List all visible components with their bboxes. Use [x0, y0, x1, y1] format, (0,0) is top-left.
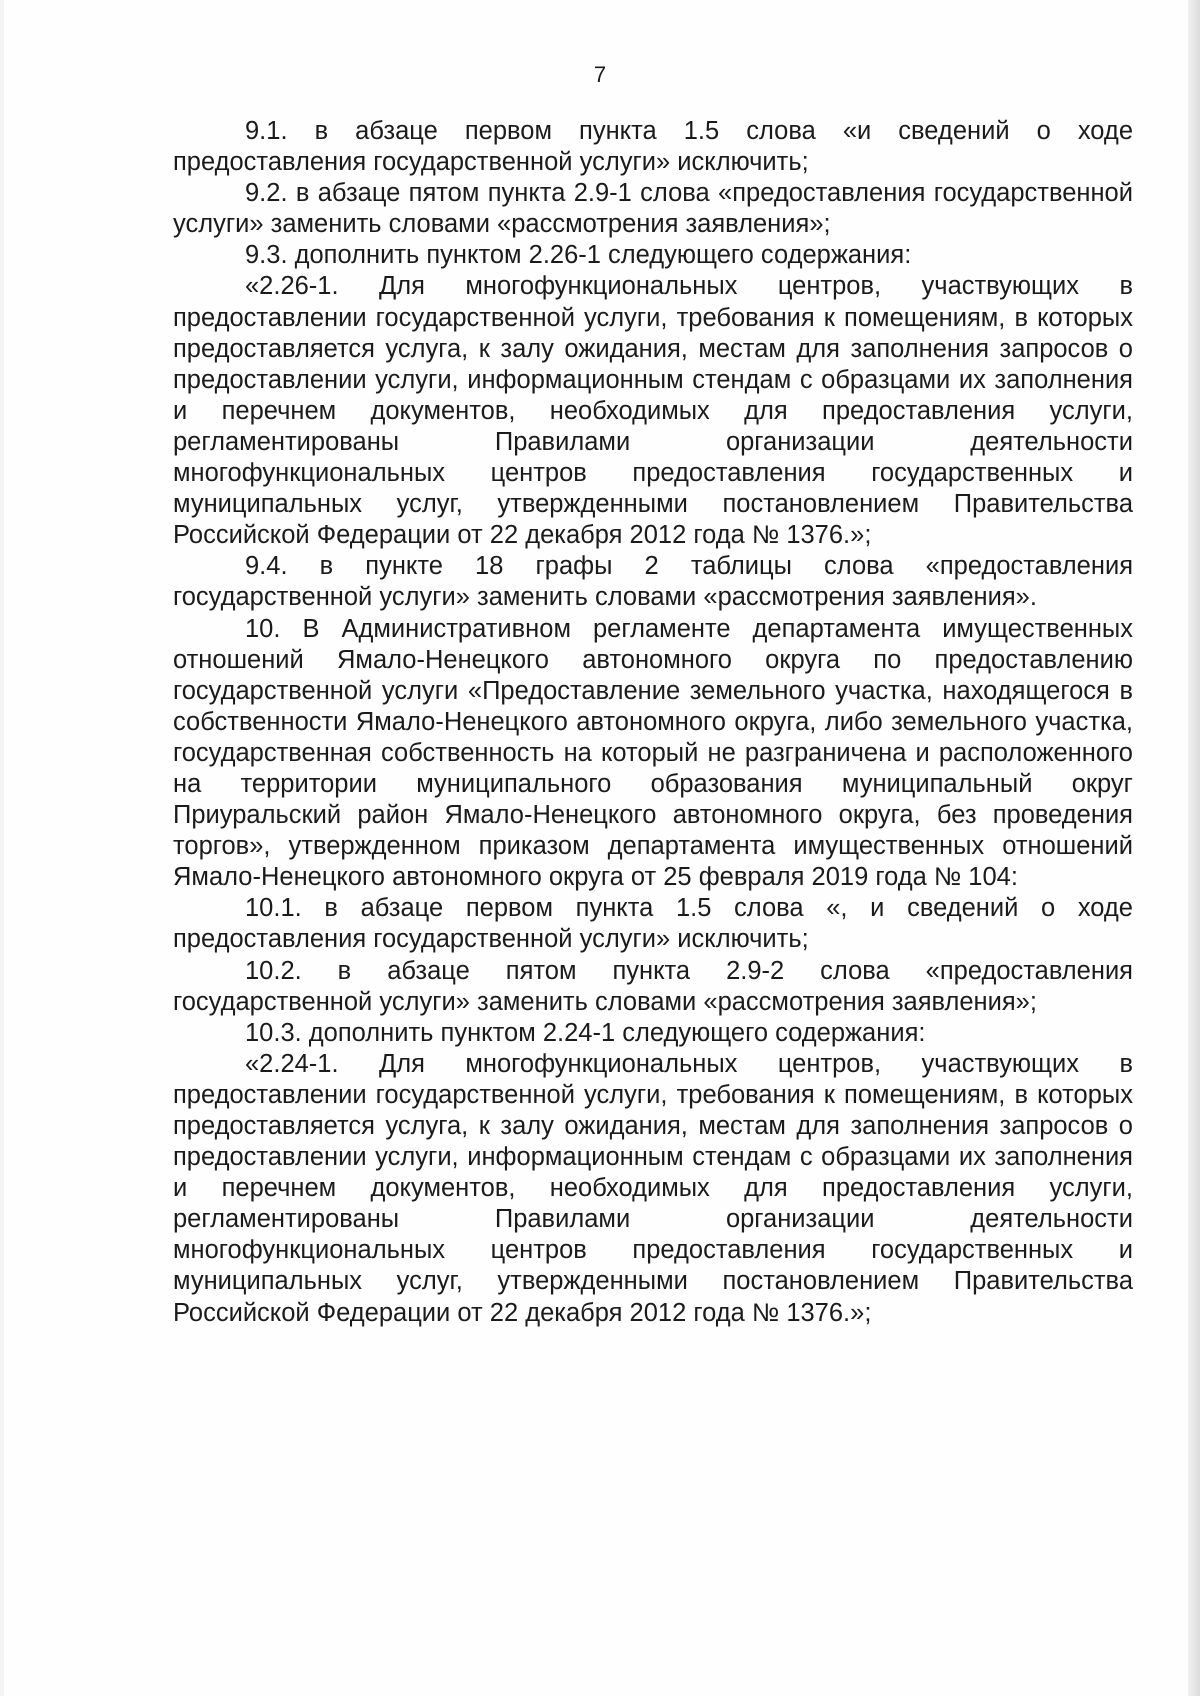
paragraph-9-1: 9.1. в абзаце первом пункта 1.5 слова «и сведений о ходе предоставления государственной услуги» исключить;	[173, 117, 1133, 177]
paragraph-9-4: 9.4. в пункте 18 графы 2 таблицы слова «предоставления государственной услуги» заменить словами «рассмотрения заявления».	[173, 552, 1133, 612]
paragraph-10-1: 10.1. в абзаце первом пункта 1.5 слова «, и сведений о ходе предоставления государственной услуги» исключить;	[173, 894, 1133, 954]
paragraph-10-3: 10.3. дополнить пунктом 2.24-1 следующего содержания:	[245, 1018, 926, 1047]
paragraph-10: 10. В Административном регламенте департамента имущественных отношений Ямало-Ненецкого автономного округа по предоставлению государственной услуги «Предоставление земельного участка, находящегося в собственности Ямало-Ненецкого автономного округа, либо земельного участка, государственная собственность на который не разграничена и расположенного на территории муниципального образования муниципальный округ Приуральский район Ямало-Ненецкого автономного округа, без проведения торгов», утвержденном приказом департамента имущественных отношений Ямало-Ненецкого автономного округа от 25 февраля 2019 года № 104:	[173, 614, 1133, 892]
paragraph-2-26-1-quote: «2.26-1. Для многофункциональных центров, участвующих в предоставлении государственной услуги, требования к помещениям, в которых предоставляется услуга, к залу ожидания, местам для заполнения запросов о предоставлении услуги, информационным стендам с образцами их заполнения и перечнем документов, необходимых для предоставления услуги, регламентированы Правилами организации деятельности многофункциональных центров предоставления государственных и муниципальных услуг, утвержденными постановлением Правительства Российской Федерации от 22 декабря 2012 года № 1376.»;	[173, 272, 1133, 550]
page-left-edge	[0, 0, 4, 1696]
page-right-edge	[1188, 0, 1200, 1696]
page-number	[0, 62, 1200, 88]
paragraph-9-2: 9.2. в абзаце пятом пункта 2.9-1 слова «предоставления государственной услуги» заменить словами «рассмотрения заявления»;	[173, 179, 1133, 239]
page-number-text: 7	[593, 62, 607, 87]
paragraph-9-3: 9.3. дополнить пунктом 2.26-1 следующего содержания:	[245, 241, 912, 270]
document-body	[173, 116, 1133, 1329]
paragraph-2-24-1-quote: «2.24-1. Для многофункциональных центров, участвующих в предоставлении государственной услуги, требования к помещениям, в которых предоставляется услуга, к залу ожидания, местам для заполнения запросов о предоставлении услуги, информационным стендам с образцами их заполнения и перечнем документов, необходимых для предоставления услуги, регламентированы Правилами организации деятельности многофункциональных центров предоставления государственных и муниципальных услуг, утвержденными постановлением Правительства Российской Федерации от 22 декабря 2012 года № 1376.»;	[173, 1049, 1133, 1327]
paragraph-10-2: 10.2. в абзаце пятом пункта 2.9-2 слова «предоставления государственной услуги» заменить словами «рассмотрения заявления»;	[173, 956, 1133, 1016]
